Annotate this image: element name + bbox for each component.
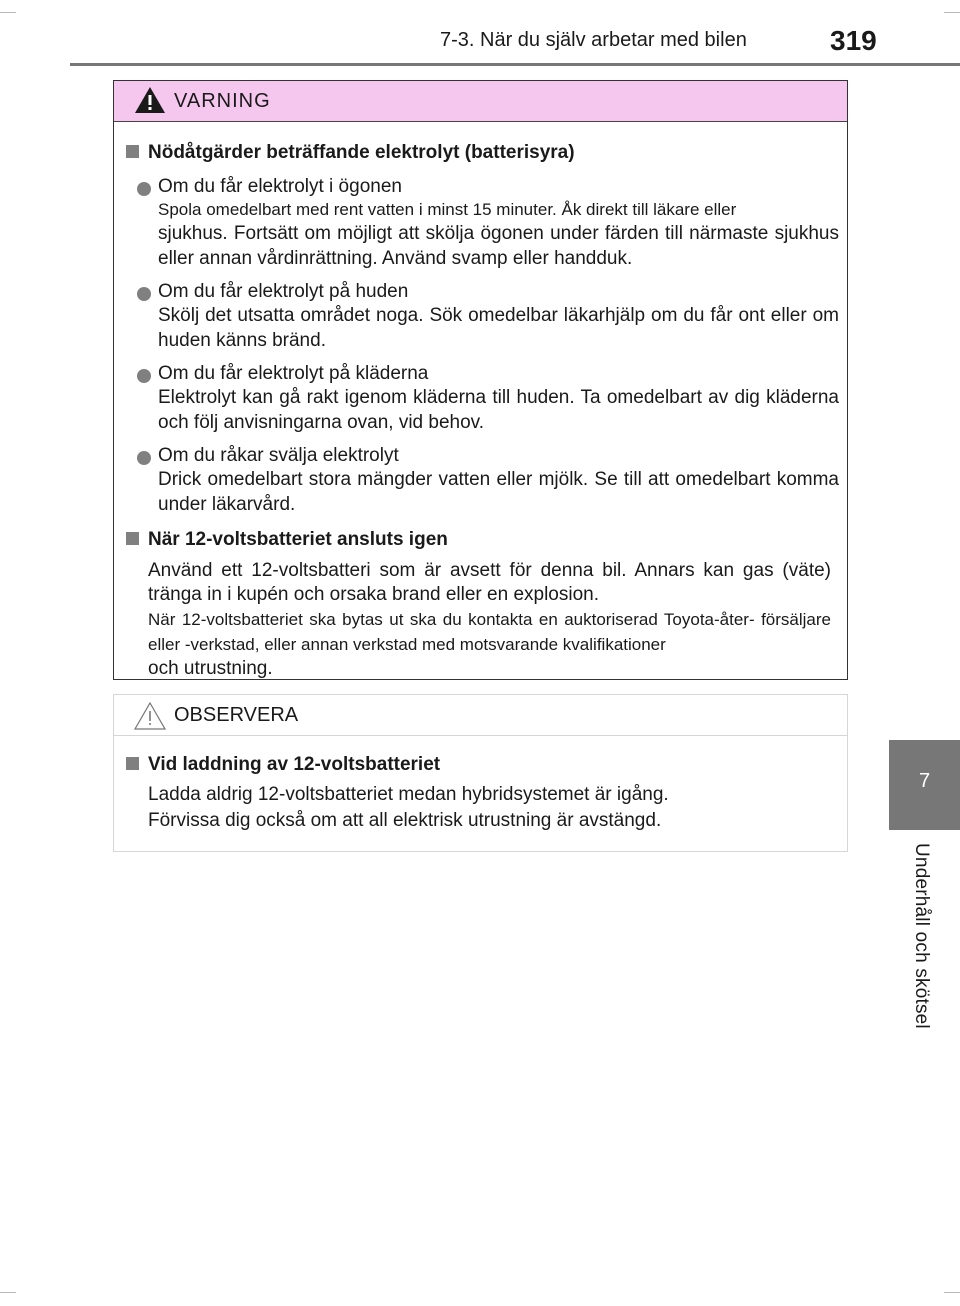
warning-box	[113, 80, 848, 680]
item-text: Drick omedelbart stora mängder vatten eller mjölk. Se till att omedelbart komma under läkarvård.	[158, 469, 839, 515]
section-heading	[124, 527, 839, 553]
round-bullet-icon	[137, 451, 151, 465]
paragraph: Använd ett 12-voltsbatteri som är avsett för denna bil. Annars kan gas (väte) tränga in i kupén och orsaka brand eller en explosion.	[148, 560, 831, 605]
section-text	[124, 559, 839, 681]
warning-triangle-filled-icon	[134, 85, 166, 115]
section-heading	[124, 752, 839, 778]
section-heading-text: Vid laddning av 12-voltsbatteriet	[148, 754, 441, 775]
list-item	[124, 445, 839, 517]
crop-mark	[0, 1292, 16, 1293]
chapter-title: Underhåll och skötsel	[911, 843, 932, 1029]
warning-body	[114, 140, 847, 681]
paragraph: När 12-voltsbatteriet ska bytas ut ska du kontakta en auktoriserad Toyota-åter- försäljare eller -verkstad, eller annan verkstad med motsvarande kvalifikationer	[148, 610, 831, 654]
warning-header	[114, 81, 847, 122]
paragraph: och utrustning.	[148, 658, 273, 679]
warning-triangle-outline-icon	[134, 701, 166, 731]
list-item	[124, 176, 839, 271]
section-heading	[124, 140, 839, 166]
item-title: Om du får elektrolyt på kläderna	[158, 363, 429, 384]
item-text: sjukhus. Fortsätt om möjligt att skölja ögonen under färden till närmaste sjukhus eller annan vårdinrättning. Använd svamp eller handduk.	[158, 223, 839, 269]
section-heading-text: När 12-voltsbatteriet ansluts igen	[148, 529, 448, 550]
square-bullet-icon	[126, 532, 139, 545]
paragraph: Ladda aldrig 12-voltsbatteriet medan hybridsystemet är igång.	[148, 784, 669, 805]
list-item	[124, 281, 839, 353]
section-heading-text: Nödåtgärder beträffande elektrolyt (batterisyra)	[148, 142, 575, 163]
page-number: 319	[830, 25, 877, 56]
notice-body	[114, 752, 847, 834]
item-title: Om du får elektrolyt på huden	[158, 281, 409, 302]
square-bullet-icon	[126, 757, 139, 770]
chapter-tab	[889, 740, 960, 830]
header-rule	[70, 63, 960, 66]
round-bullet-icon	[137, 369, 151, 383]
item-title: Om du får elektrolyt i ögonen	[158, 176, 402, 197]
item-text: Skölj det utsatta området noga. Sök omedelbar läkarhjälp om du får ont eller om huden känns bränd.	[158, 305, 839, 351]
paragraph: Förvissa dig också om att all elektrisk utrustning är avstängd.	[148, 810, 662, 831]
section-title: 7-3. När du själv arbetar med bilen	[440, 29, 747, 51]
page-header	[0, 0, 960, 70]
item-text: Spola omedelbart med rent vatten i minst 15 minuter. Åk direkt till läkare eller	[158, 200, 737, 219]
item-title: Om du råkar svälja elektrolyt	[158, 445, 399, 466]
notice-box	[113, 694, 848, 852]
item-text: Elektrolyt kan gå rakt igenom kläderna till huden. Ta omedelbart av dig kläderna och följ anvisningarna ovan, vid behov.	[158, 387, 839, 433]
notice-title: OBSERVERA	[174, 704, 299, 726]
round-bullet-icon	[137, 182, 151, 196]
warning-title: VARNING	[174, 90, 271, 112]
section-text	[124, 782, 839, 834]
list-item	[124, 363, 839, 435]
notice-header	[114, 695, 847, 736]
chapter-number: 7	[918, 770, 931, 792]
round-bullet-icon	[137, 287, 151, 301]
square-bullet-icon	[126, 145, 139, 158]
crop-mark	[944, 1292, 960, 1293]
